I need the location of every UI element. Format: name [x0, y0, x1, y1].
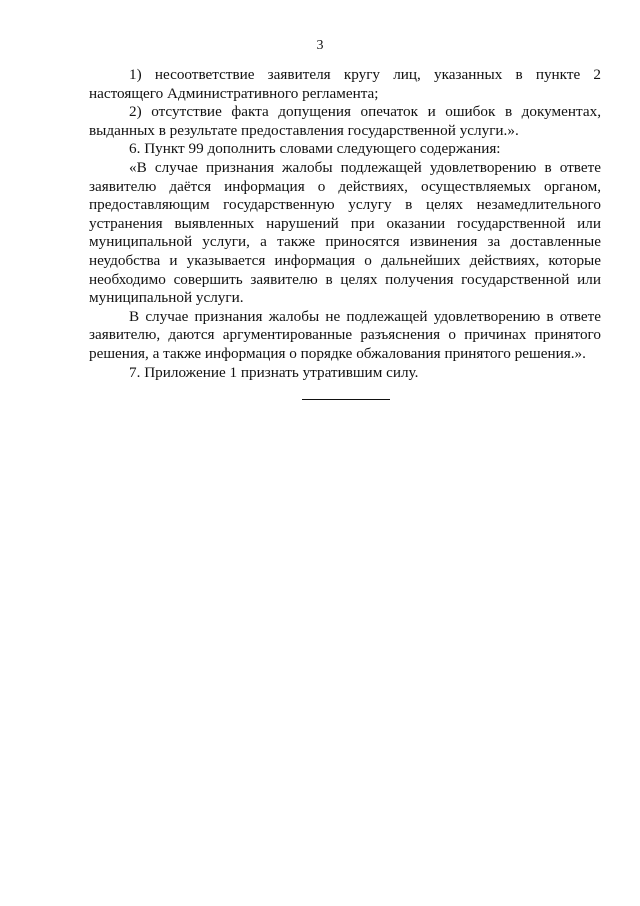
paragraph-complaint-rejected: В случае признания жалобы не подлежащей удовлетворению в ответе заявителю, даются аргументированные разъяснения о причинах принятого решения, а также информация о порядке обжалования принятого решения.».: [89, 307, 601, 362]
page-number: 3: [316, 38, 324, 53]
document-body: [89, 66, 601, 382]
closing-divider: [302, 399, 390, 400]
paragraph-point-7: 7. Приложение 1 признать утратившим силу.: [129, 363, 419, 381]
paragraph-point-6: 6. Пункт 99 дополнить словами следующего содержания:: [129, 140, 501, 158]
paragraph-item-2: 2) отсутствие факта допущения опечаток и ошибок в документах, выданных в результате предоставления государственной услуги.».: [89, 103, 601, 139]
paragraph-complaint-satisfied: «В случае признания жалобы подлежащей удовлетворению в ответе заявителю даётся информация о действиях, осуществляемых органом, предоставляющим государственную услугу в целях незамедлительного устранения выявленных нарушений при оказании государственной или муниципальной услуги, а также приносятся извинения за доставленные неудобства и указывается информация о дальнейших действиях, которые необходимо совершить заявителю в целях получения государственной или муниципальной услуги.: [89, 158, 601, 307]
paragraph-item-1: 1) несоответствие заявителя кругу лиц, указанных в пункте 2 настоящего Административного регламента;: [89, 66, 601, 102]
